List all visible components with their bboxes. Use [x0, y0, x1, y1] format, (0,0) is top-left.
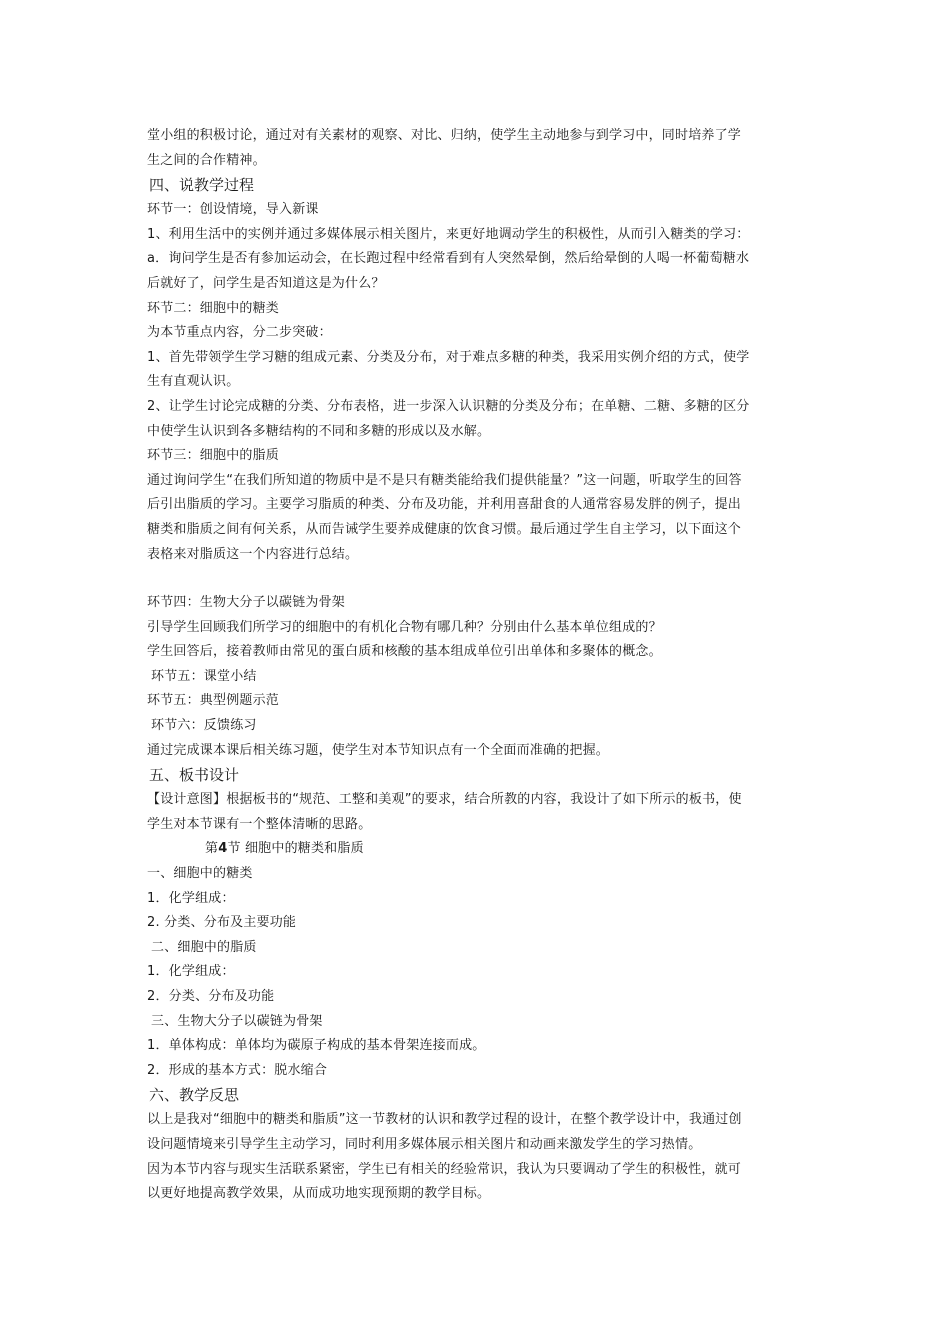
board-title [147, 837, 807, 862]
paragraph-line: 堂小组的积极讨论，通过对有关素材的观察、对比、归纳，使学生主动地参与到学习中，同时培养了学 [147, 128, 742, 143]
paragraph-line: 学生对本节课有一个整体清晰的思路。 [147, 816, 372, 832]
section-heading-6: 六、教学反思 [149, 1086, 240, 1105]
step-heading: 环节二：细胞中的糖类 [147, 300, 280, 316]
paragraph-line: 通过完成课本课后相关练习题，使学生对本节知识点有一个全面而准确的把握。 [147, 742, 610, 758]
board-item: 1．单体构成：单体均为碳原子构成的基本骨架连接而成。 [147, 1038, 486, 1054]
paragraph-line: 引导学生回顾我们所学习的细胞中的有机化合物有哪几种？分别由什么基本单位组成的？ [147, 619, 662, 635]
board-heading: 一、细胞中的糖类 [147, 866, 253, 882]
paragraph-line: 中使学生认识到各多糖结构的不同和多糖的形成以及水解。 [147, 423, 491, 439]
paragraph-line: a．询问学生是否有参加运动会，在长跑过程中经常看到有人突然晕倒，然后给晕倒的人喝一杯葡萄糖水 [147, 251, 750, 267]
paragraph-line: 【设计意图】根据板书的“规范、工整和美观”的要求，结合所教的内容，我设计了如下所示的板书，使 [147, 792, 742, 808]
step-heading: 环节六：反馈练习 [151, 718, 257, 734]
paragraph-line: 生有直观认识。 [147, 374, 240, 390]
paragraph-line: 学生回答后，接着教师由常见的蛋白质和核酸的基本组成单位引出单体和多聚体的概念。 [147, 644, 662, 660]
step-heading: 环节五：课堂小结 [151, 668, 257, 684]
paragraph-line: 1、首先带领学生学习糖的组成元素、分类及分布，对于难点多糖的种类，我采用实例介绍的方式，使学 [147, 349, 750, 365]
paragraph-line: 以上是我对“细胞中的糖类和脂质”这一节教材的认识和教学过程的设计，在整个教学设计中，我通过创 [147, 1112, 742, 1128]
paragraph-line: 后就好了，问学生是否知道这是为什么？ [147, 275, 385, 291]
paragraph-line: 后引出脂质的学习。主要学习脂质的种类、分布及功能，并利用喜甜食的人通常容易发胖的例子，提出 [147, 497, 742, 513]
section-heading-4: 四、说教学过程 [149, 176, 255, 195]
blank-line [147, 567, 807, 591]
paragraph-line: 糖类和脂质之间有何关系，从而告诫学生要养成健康的饮食习惯。最后通过学生自主学习，以下面这个 [147, 521, 742, 537]
board-title-number: 4 [218, 841, 228, 857]
paragraph-line: 1、利用生活中的实例并通过多媒体展示相关图片，来更好地调动学生的积极性，从而引入糖类的学习： [147, 226, 750, 242]
board-item: 1．化学组成： [147, 890, 235, 906]
paragraph-line: 以更好地提高教学效果，从而成功地实现预期的教学目标。 [147, 1186, 491, 1202]
board-heading: 二、细胞中的脂质 [151, 939, 257, 955]
paragraph-line: 因为本节内容与现实生活联系紧密，学生已有相关的经验常识，我认为只要调动了学生的积极性，就可 [147, 1161, 742, 1177]
step-heading: 环节五：典型例题示范 [147, 693, 280, 709]
document-body [147, 124, 807, 1207]
board-item: 1．化学组成： [147, 964, 235, 980]
board-title-text: 节 细胞中的糖类和脂质 [227, 841, 364, 857]
board-heading: 三、生物大分子以碳链为骨架 [151, 1013, 323, 1029]
board-item: 2．分类、分布及功能 [147, 989, 275, 1004]
step-heading: 环节一：创设情境，导入新课 [147, 202, 319, 218]
step-heading: 环节三：细胞中的脂质 [147, 448, 280, 464]
section-heading-5: 五、板书设计 [149, 766, 240, 785]
paragraph-line: 通过询问学生“在我们所知道的物质中是不是只有糖类能给我们提供能量？”这一问题，听取学生的回答 [147, 472, 742, 488]
board-item: 2. 分类、分布及主要功能 [147, 915, 297, 931]
board-title-prefix: 第 [205, 841, 219, 857]
paragraph-line: 2、让学生讨论完成糖的分类、分布表格，进一步深入认识糖的分类及分布；在单糖、二糖、多糖的区分 [147, 398, 750, 414]
paragraph-line: 设问题情境来引导学生主动学习，同时利用多媒体展示相关图片和动画来激发学生的学习热情。 [147, 1136, 702, 1152]
step-heading: 环节四：生物大分子以碳链为骨架 [147, 595, 346, 611]
paragraph-line: 生之间的合作精神。 [147, 152, 266, 168]
paragraph-line: 为本节重点内容，分二步突破： [147, 325, 332, 341]
board-item: 2．形成的基本方式：脱水缩合 [147, 1062, 328, 1078]
paragraph-line: 表格来对脂质这一个内容进行总结。 [147, 546, 359, 562]
